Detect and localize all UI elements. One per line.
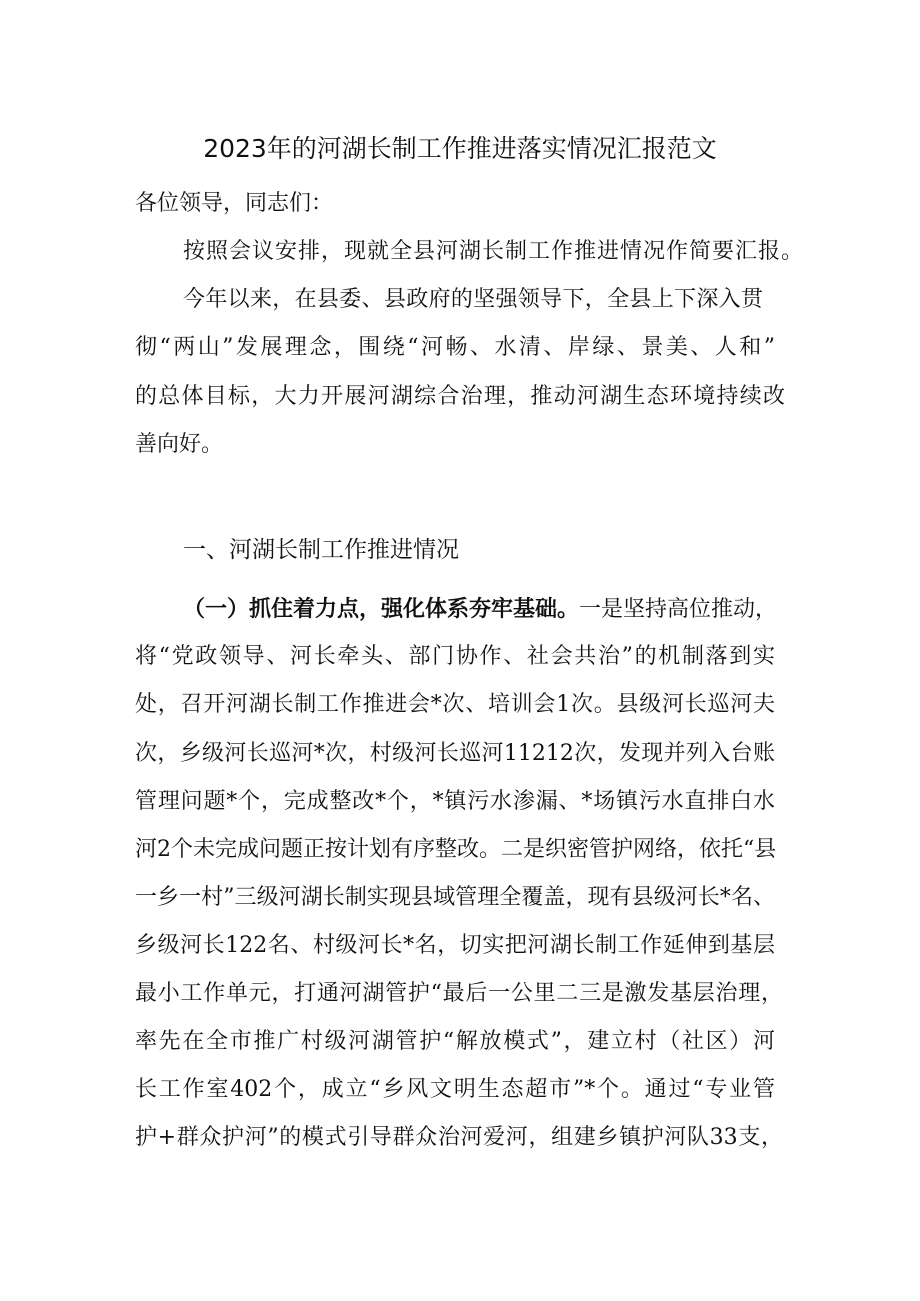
subsection1-line-3: 处，召开河湖长制工作推进会*次、培训会1次。县级河长巡河夫 <box>135 692 775 717</box>
subsection1-line-9: 最小工作单元，打通河湖管护“最后一公里二三是激发基层治理， <box>135 981 783 1006</box>
subsection1-line-8: 乡级河长122名、村级河长*名，切实把河湖长制工作延伸到基层 <box>135 933 775 958</box>
subsection1-heading: （一）抓住着力点，强化体系夯牢基础。 <box>183 596 580 622</box>
subsection1-line-6: 河2个未完成问题正按计划有序整改。二是织密管护网络，依托“县 <box>135 837 777 862</box>
subsection1-line-11: 长工作室402个，成立“乡风文明生态超市”*个。通过“专业管 <box>135 1077 775 1102</box>
subsection1-line-4: 次，乡级河长巡河*次，村级河长巡河11212次，发现并列入台账 <box>135 741 775 766</box>
paragraph2-line-1: 今年以来，在县委、县政府的坚强领导下，全县上下深入贯 <box>183 287 763 312</box>
paragraph2-line-3: 的总体目标，大力开展河湖综合治理，推动河湖生态环境持续改 <box>135 384 785 409</box>
subsection1-line-5: 管理问题*个，完成整改*个，*镇污水渗漏、*场镇污水直排白水 <box>135 789 775 814</box>
paragraph2-line-4: 善向好。 <box>135 432 224 457</box>
subsection1-line-1 <box>183 594 777 625</box>
section1-heading: 一、河湖长制工作推进情况 <box>183 537 459 563</box>
document-title: 2023年的河湖长制工作推进落实情况汇报范文 <box>203 134 717 163</box>
subsection1-line-2: 将“党政领导、河长牵头、部门协作、社会共治”的机制落到实 <box>135 644 775 669</box>
subsection1-line-10: 率先在全市推广村级河湖管护“解放模式”，建立村（社区）河 <box>135 1029 775 1054</box>
subsection1-line-12: 护+群众护河”的模式引导群众治河爱河，组建乡镇护河队33支， <box>135 1125 783 1150</box>
paragraph2-line-2: 彻“两山”发展理念，围绕“河畅、水清、岸绿、景美、人和” <box>135 335 775 360</box>
subsection1-first-rest: 一是坚持高位推动， <box>579 597 778 622</box>
subsection1-line-7: 一乡一村”三级河湖长制实现县域管理全覆盖，现有县级河长*名、 <box>135 885 775 910</box>
intro-paragraph: 按照会议安排，现就全县河湖长制工作推进情况作简要汇报。 <box>183 239 803 264</box>
salutation: 各位领导，同志们： <box>135 191 334 216</box>
